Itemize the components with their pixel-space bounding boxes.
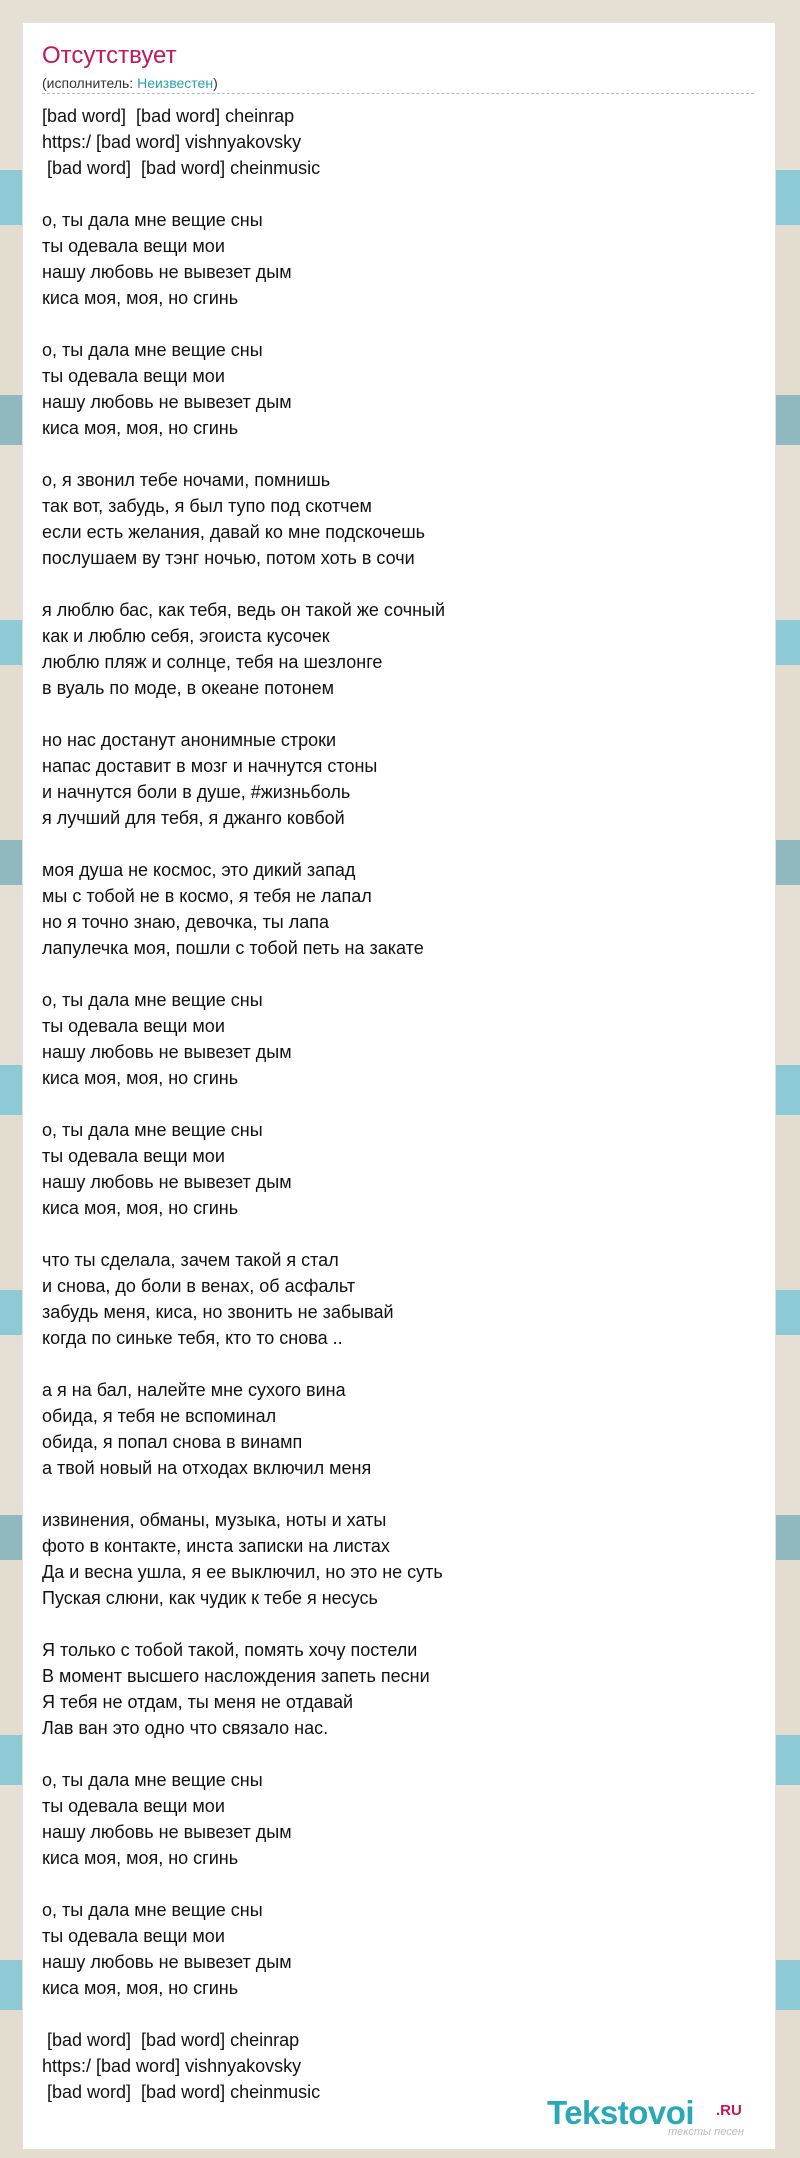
lyric-line: и снова, до боли в венах, об асфальт [42, 1276, 356, 1296]
stanza-gap [42, 701, 754, 727]
lyric-line: нашу любовь не вывезет дым [42, 1172, 292, 1192]
artist-line [42, 75, 218, 91]
lyric-line: В момент высшего наслождения запеть песни [42, 1666, 430, 1686]
lyric-line: https:/ [bad word] vishnyakovsky [42, 2056, 302, 2076]
artist-prefix: (исполнитель: [42, 75, 138, 91]
lyric-line: забудь меня, киса, но звонить не забывай [42, 1302, 394, 1322]
lyric-line: но я точно знаю, девочка, ты лапа [42, 912, 329, 932]
site-logo[interactable]: Tekstovoi [547, 2094, 695, 2131]
lyric-line: обида, я тебя не вспоминал [42, 1406, 277, 1426]
lyric-line: фото в контакте, инста записки на листах [42, 1536, 390, 1556]
lyric-line: послушаем ву тэнг ночью, потом хоть в сочи [42, 548, 415, 568]
lyric-line: так вот, забудь, я был тупо под скотчем [42, 496, 372, 516]
stanza-gap [42, 1871, 754, 1897]
lyric-line: что ты сделала, зачем такой я стал [42, 1250, 339, 1270]
lyric-line: нашу любовь не вывезет дым [42, 1042, 292, 1062]
lyric-line: https:/ [bad word] vishnyakovsky [42, 132, 302, 152]
stanza-gap [42, 311, 754, 337]
stanza-gap [42, 1611, 754, 1637]
lyric-line: ты одевала вещи мои [42, 366, 225, 386]
lyric-line: о, ты дала мне вещие сны [42, 210, 263, 230]
stanza-gap [42, 1741, 754, 1767]
lyric-line: нашу любовь не вывезет дым [42, 262, 292, 282]
lyric-line: киса моя, моя, но сгинь [42, 288, 239, 308]
stanza-gap [42, 571, 754, 597]
stanza-gap [42, 181, 754, 207]
title-divider [42, 93, 754, 94]
lyric-line: о, ты дала мне вещие сны [42, 990, 263, 1010]
lyric-line: о, ты дала мне вещие сны [42, 1900, 263, 1920]
lyric-line: но нас достанут анонимные строки [42, 730, 337, 750]
lyric-line: о, ты дала мне вещие сны [42, 1770, 263, 1790]
lyric-line: ты одевала вещи мои [42, 1146, 225, 1166]
stanza-gap [42, 441, 754, 467]
lyric-line: и начнутся боли в душе, #жизньболь [42, 782, 351, 802]
lyric-line: [bad word] [bad word] cheinmusic [42, 2082, 321, 2102]
lyric-line: моя душа не космос, это дикий запад [42, 860, 356, 880]
stanza-gap [42, 1351, 754, 1377]
lyric-line: люблю пляж и солнце, тебя на шезлонге [42, 652, 383, 672]
stanza-gap [42, 1221, 754, 1247]
lyric-line: Я тебя не отдам, ты меня не отдавай [42, 1692, 354, 1712]
lyric-line: ты одевала вещи мои [42, 1796, 225, 1816]
lyric-line: когда по синьке тебя, кто то снова .. [42, 1328, 343, 1348]
lyric-line: [bad word] [bad word] cheinrap [42, 2030, 300, 2050]
lyric-line: я лучший для тебя, я джанго ковбой [42, 808, 345, 828]
lyric-line: ты одевала вещи мои [42, 1926, 225, 1946]
artist-suffix: ) [213, 75, 218, 91]
stanza-gap [42, 831, 754, 857]
lyric-line: о, ты дала мне вещие сны [42, 340, 263, 360]
lyric-line: Лав ван это одно что связало нас. [42, 1718, 329, 1738]
lyric-line: напас доставит в мозг и начнутся стоны [42, 756, 378, 776]
stanza-gap [42, 1091, 754, 1117]
stanza-gap [42, 961, 754, 987]
lyric-line: нашу любовь не вывезет дым [42, 392, 292, 412]
lyric-line: лапулечка моя, пошли с тобой петь на закате [42, 938, 424, 958]
lyric-line: в вуаль по моде, в океане потонем [42, 678, 335, 698]
lyric-line: [bad word] [bad word] cheinrap [42, 106, 295, 126]
lyric-line: нашу любовь не вывезет дым [42, 1822, 292, 1842]
lyric-line: Пуская слюни, как чудик к тебе я несусь [42, 1588, 378, 1608]
lyric-line: нашу любовь не вывезет дым [42, 1952, 292, 1972]
lyric-line: киса моя, моя, но сгинь [42, 418, 239, 438]
lyric-line: обида, я попал снова в винамп [42, 1432, 303, 1452]
lyric-line: Да и весна ушла, я ее выключил, но это не суть [42, 1562, 443, 1582]
lyric-line: если есть желания, давай ко мне подскочешь [42, 522, 426, 542]
lyric-line: ты одевала вещи мои [42, 236, 225, 256]
lyric-line: киса моя, моя, но сгинь [42, 1068, 239, 1088]
lyric-line: мы с тобой не в космо, я тебя не лапал [42, 886, 372, 906]
lyrics-card [22, 22, 776, 2150]
stanza-gap [42, 2001, 754, 2027]
lyric-line: киса моя, моя, но сгинь [42, 1978, 239, 1998]
lyric-line: как и люблю себя, эгоиста кусочек [42, 626, 330, 646]
lyric-line: киса моя, моя, но сгинь [42, 1198, 239, 1218]
lyric-line: ты одевала вещи мои [42, 1016, 225, 1036]
lyrics-text [42, 103, 754, 2105]
song-title: Отсутствует [42, 42, 177, 69]
site-tagline: тексты песен [668, 2126, 744, 2138]
lyric-line: [bad word] [bad word] cheinmusic [42, 158, 321, 178]
artist-link[interactable]: Неизвестен [137, 75, 214, 91]
lyric-line: я люблю бас, как тебя, ведь он такой же сочный [42, 600, 446, 620]
lyric-line: извинения, обманы, музыка, ноты и хаты [42, 1510, 387, 1530]
lyric-line: о, я звонил тебе ночами, помнишь [42, 470, 331, 490]
stanza-gap [42, 1481, 754, 1507]
lyric-line: а я на бал, налейте мне сухого вина [42, 1380, 346, 1400]
lyric-line: киса моя, моя, но сгинь [42, 1848, 239, 1868]
lyric-line: а твой новый на отходах включил меня [42, 1458, 372, 1478]
lyric-line: о, ты дала мне вещие сны [42, 1120, 263, 1140]
site-logo-tld: .RU [716, 2102, 742, 2119]
lyric-line: Я только с тобой такой, помять хочу постели [42, 1640, 418, 1660]
